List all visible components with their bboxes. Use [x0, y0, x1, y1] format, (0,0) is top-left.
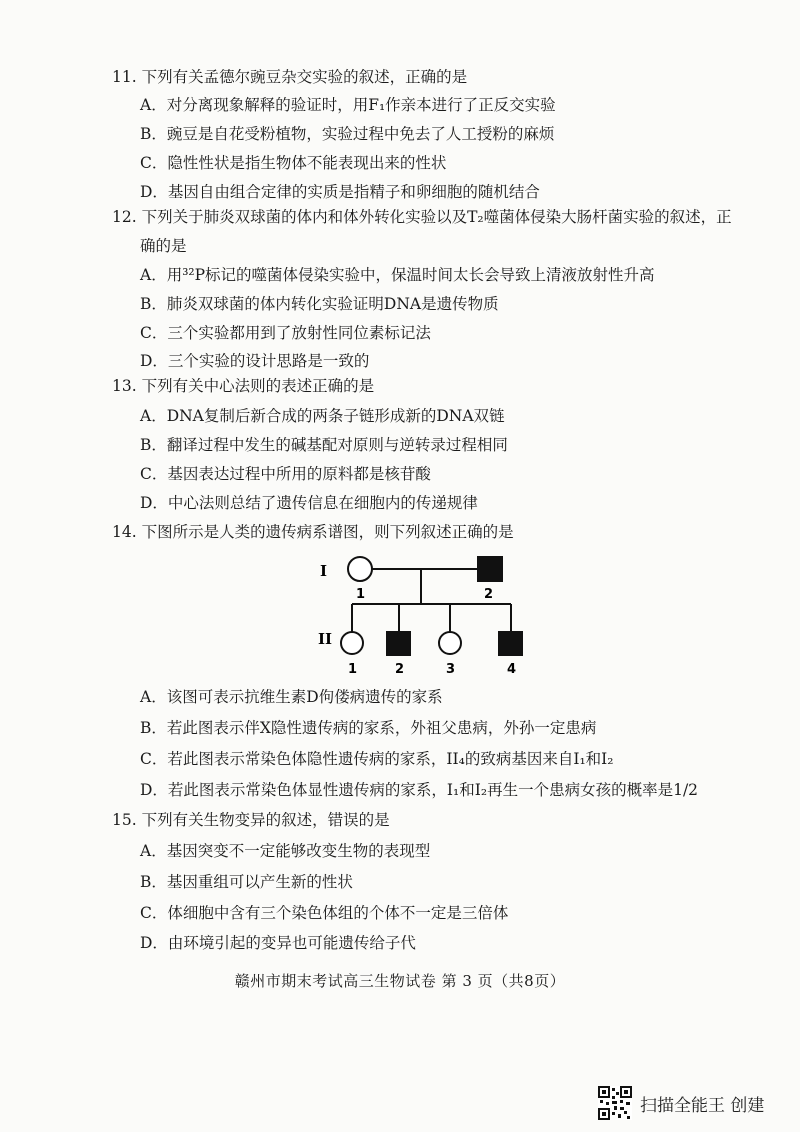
- question-12-stem-continued: 确的是: [140, 237, 187, 255]
- question-11-stem: 11. 下列有关孟德尔豌豆杂交实验的叙述，正确的是: [112, 68, 468, 86]
- question-13-option-a: A．DNA复制后新合成的两条子链形成新的DNA双链: [140, 407, 505, 425]
- question-11-option-a: A．对分离现象解释的验证时，用F₁作亲本进行了正反交实验: [140, 96, 556, 114]
- pedigree-chart: [300, 548, 530, 680]
- question-13-option-b: B．翻译过程中发生的碱基配对原则与逆转录过程相同: [140, 436, 508, 454]
- question-12-option-d: D．三个实验的设计思路是一致的: [140, 352, 370, 370]
- individual-II2-affected-male: [387, 632, 410, 655]
- individual-I2-label: 2: [484, 587, 494, 602]
- qr-code-icon: [598, 1086, 632, 1120]
- question-15-option-d: D．由环境引起的变异也可能遗传给子代: [140, 934, 416, 952]
- individual-II4-label: 4: [507, 662, 517, 677]
- question-12-option-b: B．肺炎双球菌的体内转化实验证明DNA是遗传物质: [140, 295, 499, 313]
- question-15-option-a: A．基因突变不一定能够改变生物的表现型: [140, 842, 431, 860]
- individual-II3-unaffected-female: [439, 632, 461, 654]
- question-13-stem: 13. 下列有关中心法则的表述正确的是: [112, 377, 375, 395]
- question-14-option-d: D．若此图表示常染色体显性遗传病的家系，I₁和I₂再生一个患病女孩的概率是1/2: [140, 781, 699, 799]
- question-13-option-d: D．中心法则总结了遗传信息在细胞内的传递规律: [140, 494, 478, 512]
- question-14-option-a: A．该图可表示抗维生素D佝偻病遗传的家系: [140, 688, 443, 706]
- question-15-stem: 15. 下列有关生物变异的叙述，错误的是: [112, 811, 390, 829]
- individual-II1-label: 1: [348, 662, 358, 677]
- generation-2-label: II: [318, 630, 333, 648]
- individual-I1-unaffected-female: [348, 557, 372, 581]
- question-14-stem: 14. 下图所示是人类的遗传病系谱图，则下列叙述正确的是: [112, 523, 514, 541]
- question-11-option-c: C．隐性性状是指生物体不能表现出来的性状: [140, 154, 447, 172]
- individual-II2-label: 2: [395, 662, 405, 677]
- question-14-option-b: B．若此图表示伴X隐性遗传病的家系，外祖父患病，外孙一定患病: [140, 719, 597, 737]
- question-12-stem: 12. 下列关于肺炎双球菌的体内和体外转化实验以及T₂噬菌体侵染大肠杆菌实验的叙述，正: [112, 208, 732, 226]
- individual-I1-label: 1: [356, 587, 366, 602]
- scanner-watermark: [598, 1086, 764, 1120]
- generation-1-label: I: [320, 562, 328, 580]
- question-12-option-c: C．三个实验都用到了放射性同位素标记法: [140, 324, 431, 342]
- individual-II1-unaffected-female: [341, 632, 363, 654]
- question-14-option-c: C．若此图表示常染色体隐性遗传病的家系，II₄的致病基因来自I₁和I₂: [140, 750, 614, 768]
- page-footer: 赣州市期末考试高三生物试卷 第 3 页（共8页）: [234, 972, 566, 990]
- question-12-option-a: A．用³²P标记的噬菌体侵染实验中，保温时间太长会导致上清液放射性升高: [140, 266, 655, 284]
- question-11-option-d: D．基因自由组合定律的实质是指精子和卵细胞的随机结合: [140, 183, 540, 201]
- scanner-watermark-text: 扫描全能王 创建: [640, 1095, 765, 1116]
- question-15-option-b: B．基因重组可以产生新的性状: [140, 873, 353, 891]
- question-13-option-c: C．基因表达过程中所用的原料都是核苷酸: [140, 465, 431, 483]
- individual-II4-affected-male: [499, 632, 522, 655]
- individual-II3-label: 3: [446, 662, 456, 677]
- question-15-option-c: C．体细胞中含有三个染色体组的个体不一定是三倍体: [140, 904, 509, 922]
- question-11-option-b: B．豌豆是自花受粉植物，实验过程中免去了人工授粉的麻烦: [140, 125, 555, 143]
- individual-I2-affected-male: [478, 557, 502, 581]
